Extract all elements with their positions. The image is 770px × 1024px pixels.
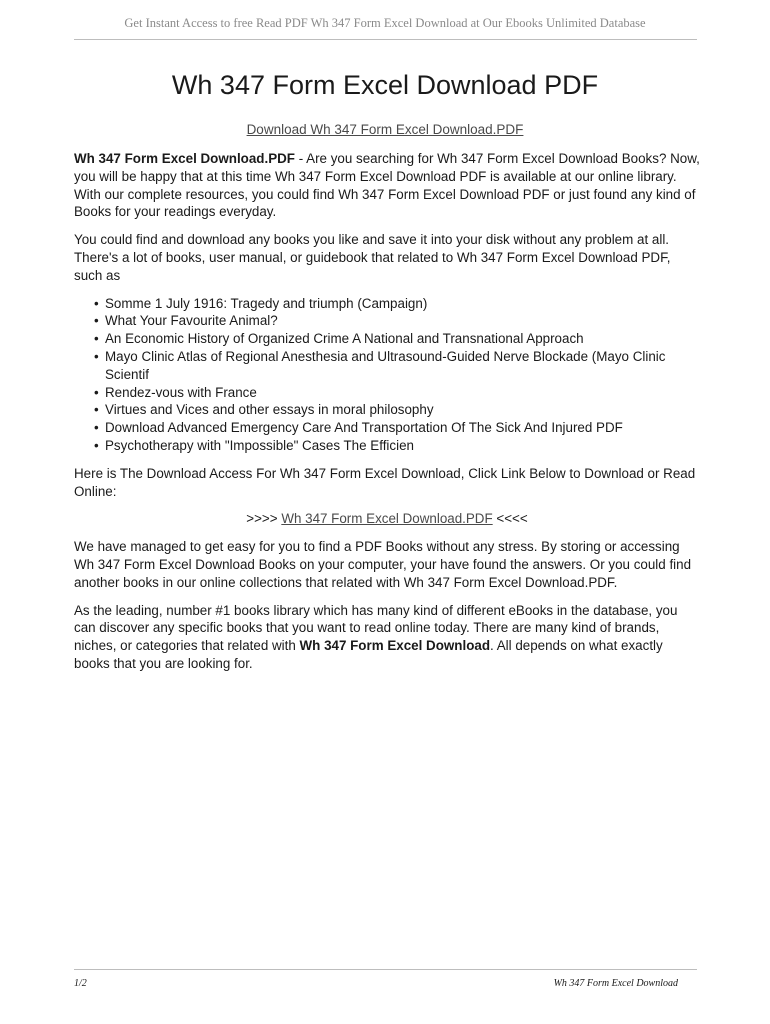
access-suffix: <<<< <box>492 511 528 527</box>
page-title: Wh 347 Form Excel Download PDF <box>171 70 599 100</box>
main-content <box>74 150 700 683</box>
leading-library-paragraph <box>74 602 700 673</box>
list-item <box>94 330 700 348</box>
list-item-text: What Your Favourite Animal? <box>105 313 278 329</box>
download-access-paragraph: Here is The Download Access For Wh 347 Form Excel Download, Click Link Below to Download or Read Online: <box>74 465 696 499</box>
intro-text: - Are you searching for Wh 347 Form Excel Download Books? Now, you will be happy that at this time Wh 347 Form Excel Download PDF is available at our online library. With our complete resources, you could find Wh 347 Form Excel Download PDF or just found any kind of Books for your readings everyday. <box>74 151 700 220</box>
list-item <box>94 419 700 437</box>
bullet-icon: • <box>94 331 99 347</box>
list-item <box>94 348 700 384</box>
list-item <box>94 295 700 313</box>
header-divider <box>74 39 697 40</box>
bullet-icon: • <box>94 348 99 364</box>
book-list <box>74 295 700 455</box>
bullet-icon: • <box>94 437 99 453</box>
list-item <box>94 437 700 455</box>
bullet-icon: • <box>94 313 99 329</box>
intro-bold-title: Wh 347 Form Excel Download.PDF <box>74 151 295 166</box>
list-item-text: Virtues and Vices and other essays in moral philosophy <box>105 402 434 418</box>
list-item-text: Download Advanced Emergency Care And Transportation Of The Sick And Injured PDF <box>105 420 623 436</box>
top-download-link-row <box>0 122 770 137</box>
list-item-text: Psychotherapy with "Impossible" Cases The Efficien <box>105 437 414 453</box>
list-item <box>94 401 700 419</box>
bullet-icon: • <box>94 420 99 436</box>
footer-divider <box>74 969 697 970</box>
intro-paragraph <box>74 150 700 221</box>
list-item <box>94 312 700 330</box>
access-prefix: >>>> <box>246 511 282 527</box>
leading-text-before: As the leading, number #1 books library which has many kind of different eBooks in the database, you can discover any specific books that you want to read online today. There are many kind of brands, niches, or categories that related with <box>74 602 678 654</box>
leading-bold-title: Wh 347 Form Excel Download <box>299 638 491 654</box>
list-item-text: Mayo Clinic Atlas of Regional Anesthesia and Ultrasound-Guided Nerve Blockade (Mayo Clinic Scientif <box>105 348 666 382</box>
leading-text-after: . All depends on what exactly books that you are looking for. <box>74 638 663 671</box>
list-item <box>94 384 700 402</box>
list-item-text: Rendez-vous with France <box>105 384 257 400</box>
list-item-text: Somme 1 July 1916: Tragedy and triumph (Campaign) <box>105 295 428 311</box>
access-download-link[interactable]: Wh 347 Form Excel Download.PDF <box>281 511 493 527</box>
access-link-row <box>74 510 700 528</box>
bullet-icon: • <box>94 295 99 311</box>
page-header: Get Instant Access to free Read PDF Wh 347 Form Excel Download at Our Ebooks Unlimited Database <box>124 16 646 30</box>
page-number: 1/2 <box>74 978 87 989</box>
top-download-link[interactable]: Download Wh 347 Form Excel Download.PDF <box>246 122 524 137</box>
list-item-text: An Economic History of Organized Crime A National and Transnational Approach <box>105 331 584 347</box>
footer-title: Wh 347 Form Excel Download <box>553 978 678 989</box>
bullet-icon: • <box>94 402 99 418</box>
books-intro-paragraph: You could find and download any books you like and save it into your disk without any problem at all. There's a lot of books, user manual, or guidebook that related to Wh 347 Form Excel Download PDF, such as <box>74 232 671 283</box>
bullet-icon: • <box>94 384 99 400</box>
managed-paragraph: We have managed to get easy for you to find a PDF Books without any stress. By storing or accessing Wh 347 Form Excel Download Books on your computer, your have found the answers. Or you could find another books in our online collections that related with Wh 347 Form Excel Download.PDF. <box>74 539 692 590</box>
